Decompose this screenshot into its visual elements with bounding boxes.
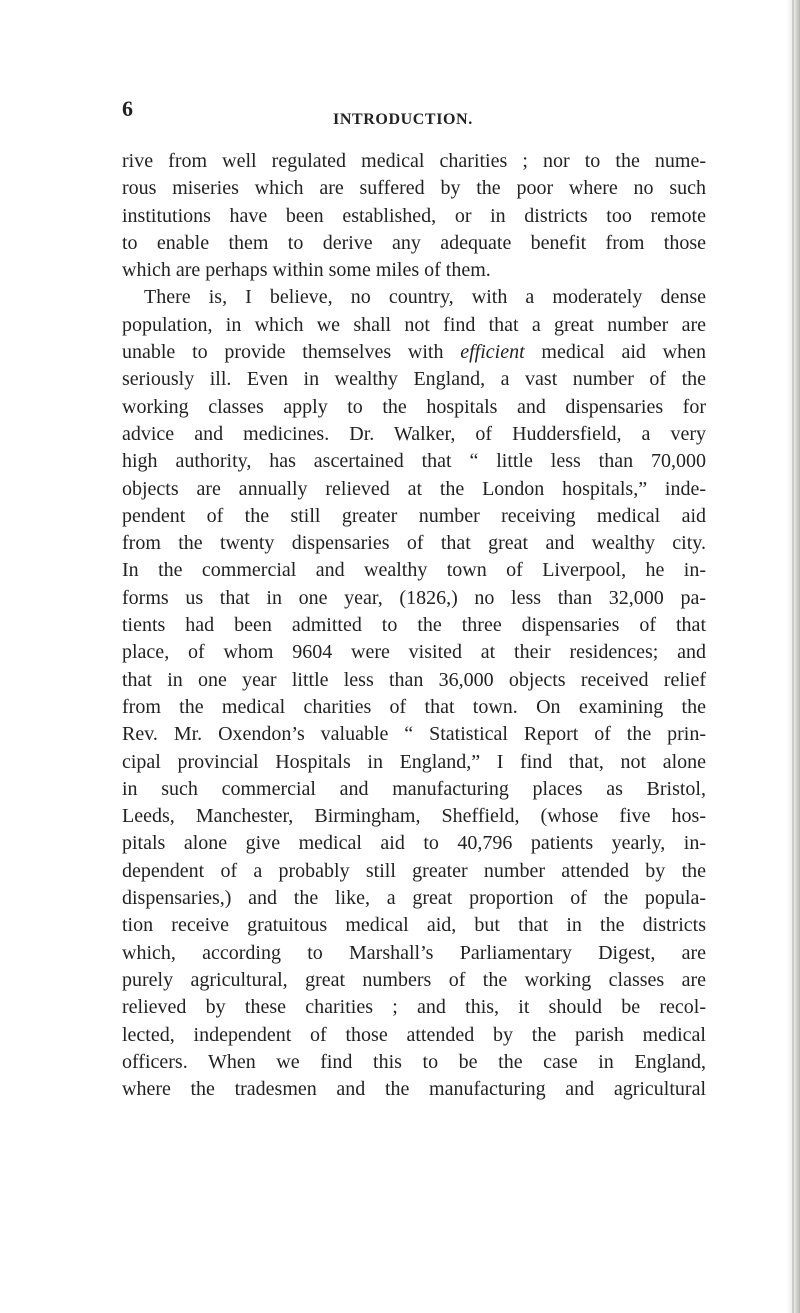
text-line: place, of whom 9604 were visited at their residences; and: [122, 641, 706, 664]
text-line: relieved by these charities ; and this, it should be recol-: [122, 996, 706, 1019]
text-line: from the medical charities of that town. On examining the: [122, 695, 706, 718]
text-line: which are perhaps within some miles of them.: [122, 259, 491, 282]
text-line: dependent of a probably still greater number attended by the: [122, 859, 706, 882]
text-line: objects are annually relieved at the London hospitals,” inde-: [122, 477, 706, 500]
text-line: pendent of the still greater number receiving medical aid: [122, 504, 706, 527]
text-line: rous miseries which are suffered by the poor where no such: [122, 177, 706, 200]
text-line: to enable them to derive any adequate benefit from those: [122, 231, 706, 254]
text-line: cipal provincial Hospitals in England,” I find that, not alone: [122, 750, 706, 773]
text-line: that in one year little less than 36,000 objects received relief: [122, 668, 706, 691]
text-run: medical aid when: [524, 341, 706, 364]
text-line: In the commercial and wealthy town of Liverpool, he in-: [122, 559, 706, 582]
text-line: tients had been admitted to the three dispensaries of that: [122, 614, 706, 637]
italic-word: efficient: [460, 341, 525, 364]
text-line: There is, I believe, no country, with a moderately dense: [144, 286, 706, 309]
text-line: tion receive gratuitous medical aid, but that in the districts: [122, 914, 706, 937]
text-line: forms us that in one year, (1826,) no less than 32,000 pa-: [122, 586, 706, 609]
text-line: purely agricultural, great numbers of the working classes are: [122, 968, 706, 991]
text-line: population, in which we shall not find that a great number are: [122, 313, 706, 336]
body-text: [122, 148, 706, 1103]
text-line: dispensaries,) and the like, a great proportion of the popula-: [122, 887, 706, 910]
text-line: working classes apply to the hospitals and dispensaries for: [122, 395, 706, 418]
text-line: in such commercial and manufacturing places as Bristol,: [122, 777, 706, 800]
text-line: Leeds, Manchester, Birmingham, Sheffield, (whose five hos-: [122, 805, 706, 828]
text-line: which, according to Marshall’s Parliamentary Digest, are: [122, 941, 706, 964]
text-line: officers. When we find this to be the case in England,: [122, 1050, 706, 1073]
text-line: Rev. Mr. Oxendon’s valuable “ Statistical Report of the prin-: [122, 723, 706, 746]
text-line: lected, independent of those attended by the parish medical: [122, 1023, 706, 1046]
running-head: INTRODUCTION.: [333, 111, 473, 128]
text-line: seriously ill. Even in wealthy England, a vast number of the: [122, 368, 706, 391]
text-line: pitals alone give medical aid to 40,796 patients yearly, in-: [122, 832, 706, 855]
page-header: [0, 96, 800, 126]
text-line: from the twenty dispensaries of that great and wealthy city.: [122, 532, 706, 555]
text-line: institutions have been established, or in districts too remote: [122, 204, 706, 227]
page-number: 6: [122, 96, 133, 121]
text-line: rive from well regulated medical charities ; nor to the nume-: [122, 150, 706, 172]
text-line: high authority, has ascertained that “ little less than 70,000: [122, 450, 706, 473]
text-line: [122, 339, 706, 366]
text-run: unable to provide themselves with: [122, 341, 461, 364]
page-edge-line: [792, 0, 794, 1313]
text-line: advice and medicines. Dr. Walker, of Huddersfield, a very: [122, 422, 706, 445]
text-line: where the tradesmen and the manufacturing and agricultural: [122, 1078, 706, 1101]
